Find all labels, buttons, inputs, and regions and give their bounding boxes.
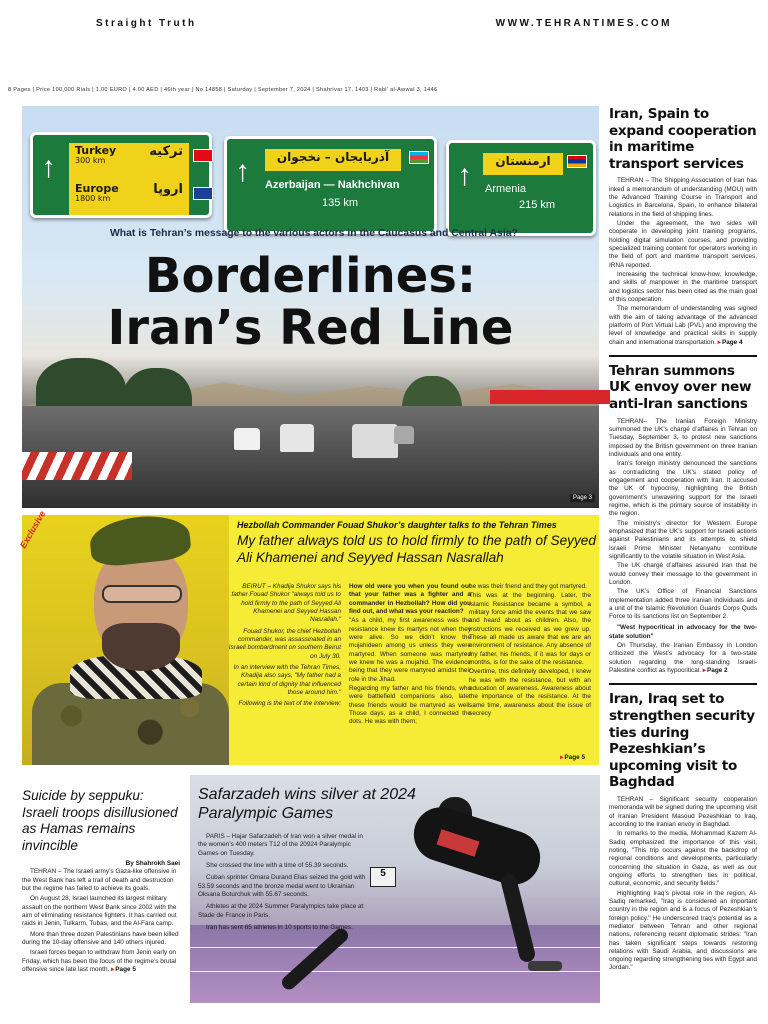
up-arrow-icon: ↑ xyxy=(235,155,250,188)
azerbaijan-flag-icon xyxy=(409,151,429,164)
interview-column-2 xyxy=(349,583,471,728)
paragraph: Highlighting Iraq’s pivotal role in the region, Al-Sadiq remarked, "Iraq is considered an important country in the region and is a focus of Pezeshkian’s foreign policy." He underscored Iraq’s potential as a mediator between Tehran and other regional nations, referencing recent diplomatic strides: "Iran has taken significant steps towards restoring relations with Saudi Arabia, and discussions are ongoing regarding strengthening ties with Egypt and Jordan." xyxy=(609,889,757,972)
paragraph: The UK’s Office of Financial Sanctions Implementation added three Iranian individuals and a unit of the Islamic Revolution Guards Corps Quds Force to its sanctions list on September 2. xyxy=(609,588,757,621)
headline-seppuku: Suicide by seppuku: Israeli troops disillusioned as Hamas remains invincible xyxy=(22,788,178,853)
paragraph: TEHRAN – The Israeli army’s Gaza-like offensive in the West Bank has left a trail of death and destruction but the regime has failed to achieve its goals. xyxy=(22,868,177,892)
sign-text: Azerbaijan — Nakhchivan xyxy=(265,179,400,191)
article-uk xyxy=(609,418,757,676)
car xyxy=(352,424,398,458)
car xyxy=(280,424,314,452)
paragraph: Increasing the technical know-how, knowledge, and skills of manpower in the maritime transport and logistics sector has been cited as the main goal of this cooperation. xyxy=(609,270,757,303)
page-ref[interactable]: ▸ Page 4 xyxy=(718,339,743,346)
interview-column-3 xyxy=(469,583,591,719)
sign-text-fa: ارمنستان xyxy=(483,153,563,175)
gas-station xyxy=(490,390,610,404)
paragraph: Iran has sent 65 athletes in 10 sports to the Games. xyxy=(206,923,353,931)
interview-intro xyxy=(227,583,341,712)
hero-headline-line1: Borderlines: xyxy=(144,248,477,304)
article-paralympics xyxy=(198,833,368,936)
page-ref[interactable]: ▸ Page 2 xyxy=(703,667,728,674)
up-arrow-icon: ↑ xyxy=(41,151,56,184)
headline-paralympics: Safarzadeh wins silver at 2024 Paralympic Games xyxy=(198,786,416,823)
sign-text-fa: آذربایجان – نخجوان xyxy=(265,149,401,171)
paragraph: She crossed the line with a time of 55.39 seconds. xyxy=(206,861,349,869)
page-ref[interactable]: Page 3 xyxy=(570,494,595,502)
byline: By Shahrokh Saei xyxy=(125,860,180,868)
lane-line xyxy=(190,947,600,948)
hero-kicker: What is Tehran’s message to the various actors in the Caucasus and Central Asia? xyxy=(110,228,518,239)
headline-spain: Iran, Spain to expand cooperation in maritime transport services xyxy=(609,106,757,172)
sign-text-fa: اروپا xyxy=(153,182,183,197)
masthead xyxy=(0,0,768,42)
paragraph: Athletes at the 2024 Summer Paralympics take place at Stade de France in Paris. xyxy=(198,903,364,919)
paragraph xyxy=(609,642,757,675)
subheading: "West hypocritical in advocacy for the two-state solution" xyxy=(609,624,757,640)
road-sign-armenia xyxy=(446,140,596,236)
glasses xyxy=(102,585,182,603)
sign-distance: 1800 km xyxy=(75,194,111,204)
issue-info: 8 Pages | Price 100,000 Rials | 1.00 EURO | 4.00 AED | 46th year | No.14858 | Saturday | September 7, 2024 | Shahrivar 17, 1403 | Rabi' al-Awwal 3, 1446 xyxy=(8,87,438,93)
paragraph: BEIRUT – Khadija Shukor says his father Fouad Shukor "always told us to hold firmly to the path of Seyyed Ali Khamenei and Seyyed Hassan Nasrallah." xyxy=(231,583,341,624)
sign-text: Turkey xyxy=(75,144,117,157)
question: How old were you when you found out that your father was a fighter and a commander in Hezbollah? How did you find out, and what was your reaction? xyxy=(349,583,471,615)
sign-text-fa: ترکیه xyxy=(149,144,183,159)
page-ref[interactable]: ▸ Page 5 xyxy=(560,753,585,761)
athlete-shoe xyxy=(528,961,562,971)
paragraph: This was at the beginning. Later, the Islamic Resistance became a symbol, a military force amid the events that we saw and heard about as children. Also, the instructions we received as we grew up. These all made us aware that we are an environment of resistance. Any absence of my father, his friends, if it was for days or months, is for the sake of the resistance. xyxy=(469,592,591,666)
paragraph: On August 28, Israel launched its largest military assault on the northern West Bank since 2002 with the aim of eliminating resistance fighters. It has carried out raids in Jenin, Tulkarm, Tubas, and the Al-Fara camp. xyxy=(22,895,177,928)
paragraph: he was their friend and they got martyred. xyxy=(469,583,587,590)
headline-iraq: Iran, Iraq set to strengthen security ties during Pezeshkian’s upcoming visit to Baghdad xyxy=(609,683,757,790)
car xyxy=(234,428,260,450)
road-sign-azerbaijan xyxy=(224,136,437,234)
seppuku-story xyxy=(22,788,180,1018)
sign-distance: 135 km xyxy=(322,197,359,209)
paragraph: Regarding my father and his friends, who were battlefield companions also, later these friends would be martyred as well. Those days, as a child, I connected the dots. He was with them; xyxy=(349,684,471,726)
right-column xyxy=(609,106,757,1022)
page-ref[interactable]: ▸ Page 5 xyxy=(111,966,136,973)
sign-text: Armenia xyxy=(485,183,526,195)
tagline: Straight Truth xyxy=(96,18,197,29)
road-barrier xyxy=(22,452,132,480)
road-sign-turkey xyxy=(30,132,212,218)
hero-photo xyxy=(22,106,599,508)
article-seppuku xyxy=(22,868,180,974)
car xyxy=(394,426,414,444)
article-spain xyxy=(609,177,757,347)
paragraph xyxy=(22,949,180,974)
portrait-photo xyxy=(18,509,229,765)
interview-kicker: Hezbollah Commander Fouad Shukor’s daughter talks to the Tehran Times xyxy=(237,520,557,530)
armenia-flag-icon xyxy=(567,155,587,168)
paragraph: TEHRAN– The Iranian Foreign Ministry summoned the UK’s chargé d’affaires in Tehran on Tuesday, September 3, to protest new sanctions imposed by the British government on three Iranian individuals and one entity. xyxy=(609,417,757,458)
paragraph: Fouad Shukor, the chief Hezbollah commander, was assassinated in an Israeli bombardment on southern Beirut on July 30. xyxy=(228,627,341,660)
paragraph: More than three dozen Palestinians have been killed during the 10-day offensive and 140 others injured. xyxy=(22,930,179,946)
interview-headline: My father always told us to hold firmly to the path of Seyyed Ali Khamenei and Seyyed Hassan Nasrallah xyxy=(237,533,596,565)
beret xyxy=(88,512,192,568)
paragraph: "As a child, my first awareness was the resistance knew its martyrs not when they were alive. So we didn't know the mujahideen among us unless they were martyred. When someone was martyred we knew he was a mujahid. The evidence being that they were martyred amidst their role in the Jihad. xyxy=(349,617,471,683)
beard xyxy=(102,623,180,671)
exclusive-badge: Exclusive xyxy=(18,509,48,550)
paragraph: Iran’s foreign ministry denounced the sanctions as contradicting the UK’s stated policy of engagement and cooperation with Iran. It accused the UK of hypocrisy, highlighting the British government’s unwavering support for the Israeli regime, which is the primary source of instability in the region. xyxy=(609,460,757,518)
paragraph xyxy=(609,305,757,347)
turkey-flag-icon xyxy=(193,149,213,162)
sign-distance: 215 km xyxy=(519,199,556,211)
paragraph-text: The memorandum of understanding was signed with the aim of taking advantage of the advanced platform of Port Virtual Lab (PVL) and improving the level of knowledge and practical skills in supply chain and international transportation. xyxy=(609,305,757,346)
paragraph: In remarks to the media, Mohammad Kazem Al-Sadiq emphasized the importance of this visit, noting, "This trip occurs against the backdrop of regional conditions and developments, particularly concerning the situation in Gaza, as well as our ongoing efforts to strengthen ties in political, cultural, economic, and security fields." xyxy=(609,830,757,888)
paragraph-text: On Thursday, the Iranian Embassy in London criticized the West’s advocacy for a two-state solution regarding the long-standing Israeli-Palestine conflict as hypocritical. xyxy=(609,642,757,675)
sign-distance: 300 km xyxy=(75,156,106,166)
paragraph: In an interview with the Tehran Times, Khadija also says, "My father had a certain kind of dignity that influenced those around him." xyxy=(233,663,341,696)
site-url[interactable]: WWW.TEHRANTIMES.COM xyxy=(495,18,672,29)
headline-uk: Tehran summons UK envoy over new anti-Iran sanctions xyxy=(609,355,757,413)
sign-panel-turkey xyxy=(69,143,189,181)
paragraph: The UK chargé d’affaires assured Iran that he would convey their message to the government in London. xyxy=(609,562,757,586)
paragraph: Cuban sprinter Omara Durand Elias seized the gold with 53.59 seconds and the bronze medal went to Ukrainian Oksana Boturchuk with 55.67 seconds. xyxy=(198,874,366,898)
sign-text: Europe xyxy=(75,182,119,195)
up-arrow-icon: ↑ xyxy=(457,159,472,192)
paragraph: Under the agreement, the two sides will cooperate in developing joint training programs, holding digital simulation courses, and providing specialized training content for operators working in the field of port and maritime transport services, IRNA reported. xyxy=(609,219,757,269)
paragraph: PARIS – Hajar Safarzadeh of Iran won a silver medal in the women’s 400 meters T12 of the 20924 Paralympic Games on Tuesday. xyxy=(198,833,363,857)
sign-panel-europe xyxy=(69,181,189,215)
eu-flag-icon xyxy=(193,187,213,200)
paragraph: TEHRAN – Significant security cooperation memoranda will be signed during the upcoming visit of Iranian President Masoud Pezeshkian to Iraq, according to the Iranian envoy in Baghdad. xyxy=(609,795,757,828)
paralympics-photo xyxy=(190,775,600,1003)
bib-number: 5 xyxy=(370,867,396,887)
paragraph-text: Israeli forces began to withdraw from Jenin early on Friday, which has been the focus of the regime’s brutal offensive since late last month. xyxy=(22,949,177,973)
article-iraq xyxy=(609,796,757,973)
paragraph: Overtime, this definitely developed, I knew he was with the resistance, but with an education of awareness. Awareness about the importance of the resistance. At the same time, awareness about the issue of secrecy xyxy=(469,668,591,717)
interview-section xyxy=(18,509,599,765)
hero-headline-line2: Iran’s Red Line xyxy=(107,300,514,356)
paragraph: Following is the text of the interview: xyxy=(238,700,341,708)
lane-line xyxy=(190,971,600,972)
paragraph: The ministry’s director for Western Europe emphasized that the UK’s support for Israeli actions against Palestinians and its attempts to shield Israeli Prime Minister Netanyahu contribute significantly to the volatile situation in West Asia. xyxy=(609,519,757,560)
paragraph: TEHRAN – The Shipping Association of Iran has inked a memorandum of understanding (MOU) with the Advanced Training Course in Transport and Logistics in Barcelona, Spain, to enhance bilateral relations in the field of shipping lines. xyxy=(609,177,757,218)
